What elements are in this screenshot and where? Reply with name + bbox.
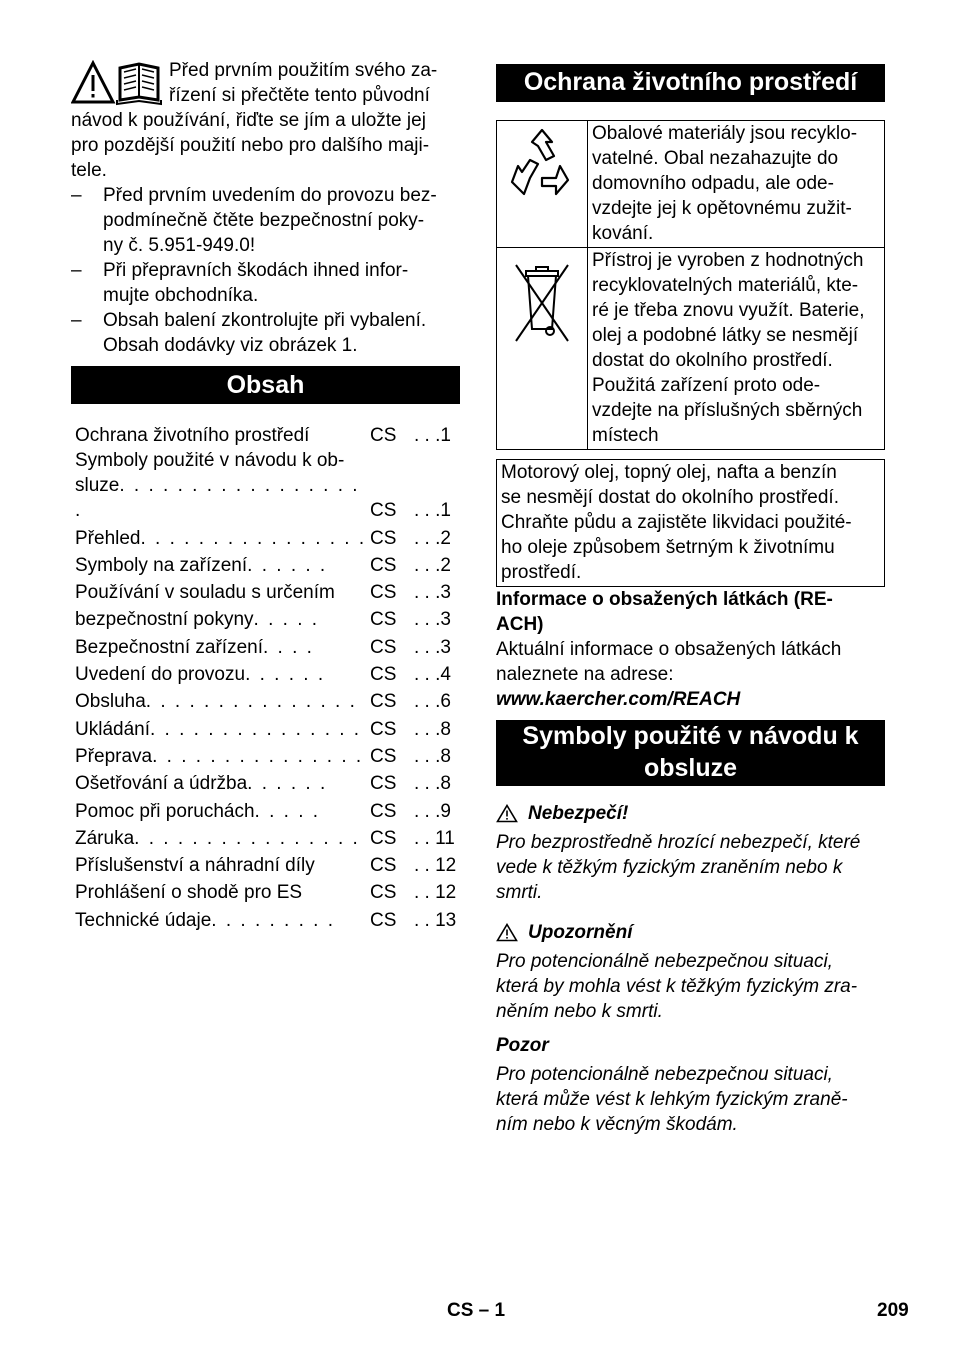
toc-page: . . 13 (414, 909, 457, 931)
toc-page: . . .3 (414, 609, 451, 631)
toc-lang: CS (370, 425, 397, 447)
toc-leader-dots: . . . . . . . . . . . . . . . (152, 745, 364, 767)
list-item (71, 308, 460, 358)
environment-table (496, 120, 885, 450)
toc-lang: CS (370, 500, 397, 522)
toc-leader-dots: . . . . . (254, 800, 321, 822)
table-row (497, 248, 885, 450)
toc-lang: CS (370, 691, 397, 713)
list-item (71, 183, 460, 258)
toc-title: Záruka. . . . . . . . . . . . . . . . (75, 827, 360, 849)
warning-text: Pro potencionálně nebezpečnou situaci, která by mohla vést k těžkým fyzickým zra- něním nebo k smrti. (496, 951, 858, 1022)
environment-heading: Ochrana životního prostředí (496, 64, 885, 102)
table-row (71, 796, 460, 823)
toc-title: Bezpečnostní zařízení. . . . (75, 636, 314, 658)
table-row (71, 660, 460, 687)
warning-and-manual-icon (71, 60, 163, 106)
toc-lang: CS (370, 609, 397, 631)
table-row (71, 851, 460, 878)
reach-title: Informace o obsažených látkách (RE- ACH) (496, 589, 833, 635)
table-row (71, 605, 460, 632)
toc-page: . . .8 (414, 718, 451, 740)
toc-leader-dots: . . . . . . . . . . . . . . . (150, 718, 362, 740)
intro-text: Před prvním použitím svého za- řízení si přečtěte tento původní návod k používání, řiďte se jím a uložte jej pro pozdější použití nebo pro dalšího maji- tele. (71, 60, 438, 181)
toc-lang: CS (370, 855, 397, 877)
table-row (71, 878, 460, 905)
toc-page: . . .9 (414, 800, 451, 822)
toc-page: . . .1 (414, 425, 451, 447)
toc-lang: CS (370, 827, 397, 849)
toc-page: . . 12 (414, 882, 457, 904)
toc-title: Příslušenství a náhradní díly (75, 855, 315, 877)
bin-text: Přístroj je vyroben z hodnotných recyklovatelných materiálů, kte- ré je třeba znovu využít. Baterie, olej a podobné látky se nesmějí dostat do okolního prostředí. Použitá zařízení proto ode- vzdejte na příslušných sběrných místech (588, 248, 885, 450)
table-row (71, 551, 460, 578)
bullet-text: Při přepravních škodách ihned infor- mujte obchodníka. (103, 260, 409, 306)
table-row (71, 578, 460, 605)
toc-leader-dots: . . . . . . . . . . . . . . . . (134, 827, 360, 849)
toc-page: . . .2 (414, 554, 451, 576)
toc-title: Používání v souladu s určením (75, 582, 335, 604)
danger-label-row (496, 801, 885, 826)
warning-label-row (496, 920, 885, 945)
recycle-icon-cell (497, 121, 588, 248)
warning-triangle-icon (496, 804, 518, 823)
toc-title: Ukládání. . . . . . . . . . . . . . . (75, 718, 362, 740)
page-number: 209 (877, 1300, 909, 1321)
warning-triangle-icon (496, 923, 518, 942)
list-item (71, 258, 460, 308)
toc-leader-dots: . . . . . . . . . . . . . . . . (140, 527, 367, 549)
toc-title: Uvedení do provozu. . . . . . (75, 664, 326, 686)
bullet-text: Obsah balení zkontrolujte při vybalení. Obsah dodávky viz obrázek 1. (103, 310, 427, 356)
table-row (71, 905, 460, 932)
right-column (496, 64, 885, 1137)
caution-text: Pro potencionálně nebezpečnou situaci, která může vést k lehkým fyzickým zraně- ním nebo k věcným škodám. (496, 1064, 848, 1135)
toc-leader-dots: . . . . . . (247, 554, 328, 576)
table-row (497, 121, 885, 248)
bin-icon-cell (497, 248, 588, 450)
toc-page: . . .8 (414, 745, 451, 767)
toc-title: Ošetřování a údržba. . . . . . (75, 773, 328, 795)
toc-title: Obsluha. . . . . . . . . . . . . . . (75, 691, 357, 713)
table-row (71, 824, 460, 851)
toc-leader-dots: . . . . . . (247, 773, 328, 795)
toc-lang: CS (370, 800, 397, 822)
recycle-text: Obalové materiály jsou recyklo- vatelné. Obal nezahazujte do domovního odpadu, ale ode- vzdejte jej k opětovnému zužit- kování. (588, 121, 885, 248)
footer-section: CS – 1 (447, 1300, 506, 1321)
toc-lang: CS (370, 664, 397, 686)
toc-page: . . .3 (414, 582, 451, 604)
toc-title: Ochrana životního prostředí (75, 425, 310, 447)
caution-label: Pozor (496, 1035, 549, 1056)
oil-notice-box: Motorový olej, topný olej, nafta a benzín se nesmějí dostat do okolního prostředí. Chraňte půdu a zajistěte likvidaci použité- ho oleje způsobem šetrným k životnímu prostředí. (496, 459, 885, 587)
toc-leader-dots: . . . . . . . . . . . . . . . (145, 691, 357, 713)
table-row (71, 448, 460, 523)
toc-heading: Obsah (71, 366, 460, 404)
dash: – (71, 260, 82, 281)
toc-page: . . .2 (414, 527, 451, 549)
toc-leader-dots: . . . . . . (245, 664, 326, 686)
toc-leader-dots: . . . . . (253, 609, 320, 631)
toc-page: . . 11 (414, 827, 455, 849)
table-row (71, 421, 460, 448)
danger-text: Pro bezprostředně hrozící nebezpečí, které vede k těžkým fyzickým zraněním nebo k smrti. (496, 832, 861, 903)
toc-page: . . .3 (414, 636, 451, 658)
toc-lang: CS (370, 527, 397, 549)
bullet-text: Před prvním uvedením do provozu bez- podmínečně čtěte bezpečnostní poky- ny č. 5.951-949.0! (103, 185, 437, 256)
toc-lang: CS (370, 718, 397, 740)
table-row (71, 769, 460, 796)
toc-lang: CS (370, 745, 397, 767)
toc-leader-dots: . . . . . . . . . . . . . . . . . . (75, 475, 360, 522)
toc-lang: CS (370, 909, 397, 931)
table-of-contents (71, 421, 460, 933)
table-row (71, 632, 460, 659)
toc-page: . . .6 (414, 691, 451, 713)
toc-page: . . .1 (414, 500, 451, 522)
warning-label: Upozornění (528, 922, 633, 943)
toc-title: Přeprava. . . . . . . . . . . . . . . (75, 745, 364, 767)
dash: – (71, 185, 82, 206)
recycle-icon (502, 122, 582, 216)
toc-page: . . .8 (414, 773, 451, 795)
table-row (71, 523, 460, 550)
toc-leader-dots: . . . . (263, 636, 314, 658)
symbols-heading: Symboly použité v návodu k obsluze (496, 720, 885, 786)
toc-title: Symboly na zařízení. . . . . . (75, 554, 328, 576)
toc-lang: CS (370, 773, 397, 795)
toc-title: Pomoc při poruchách. . . . . (75, 800, 321, 822)
danger-label: Nebezpečí! (528, 803, 629, 824)
toc-lang: CS (370, 554, 397, 576)
table-row (71, 714, 460, 741)
toc-title: Prohlášení o shodě pro ES (75, 882, 303, 904)
toc-title: Symboly použité v návodu k ob- sluze. . . . . . . . . . . . . . . . . . (75, 450, 360, 522)
toc-lang: CS (370, 636, 397, 658)
crossed-bin-icon (502, 259, 582, 353)
table-row (71, 687, 460, 714)
toc-leader-dots: . . . . . . . . . (211, 909, 336, 931)
left-column (71, 58, 460, 933)
toc-title: Přehled. . . . . . . . . . . . . . . . (75, 527, 367, 549)
reach-text: Aktuální informace o obsažených látkách naleznete na adrese: (496, 639, 842, 685)
toc-lang: CS (370, 882, 397, 904)
dash: – (71, 310, 82, 331)
table-row (71, 742, 460, 769)
reach-url: www.kaercher.com/REACH (496, 689, 741, 710)
toc-page: . . .4 (414, 664, 451, 686)
toc-title: bezpečnostní pokyny. . . . . (75, 609, 320, 631)
intro-block (71, 58, 460, 358)
toc-title: Technické údaje. . . . . . . . . (75, 909, 336, 931)
toc-page: . . 12 (414, 855, 457, 877)
toc-lang: CS (370, 582, 397, 604)
